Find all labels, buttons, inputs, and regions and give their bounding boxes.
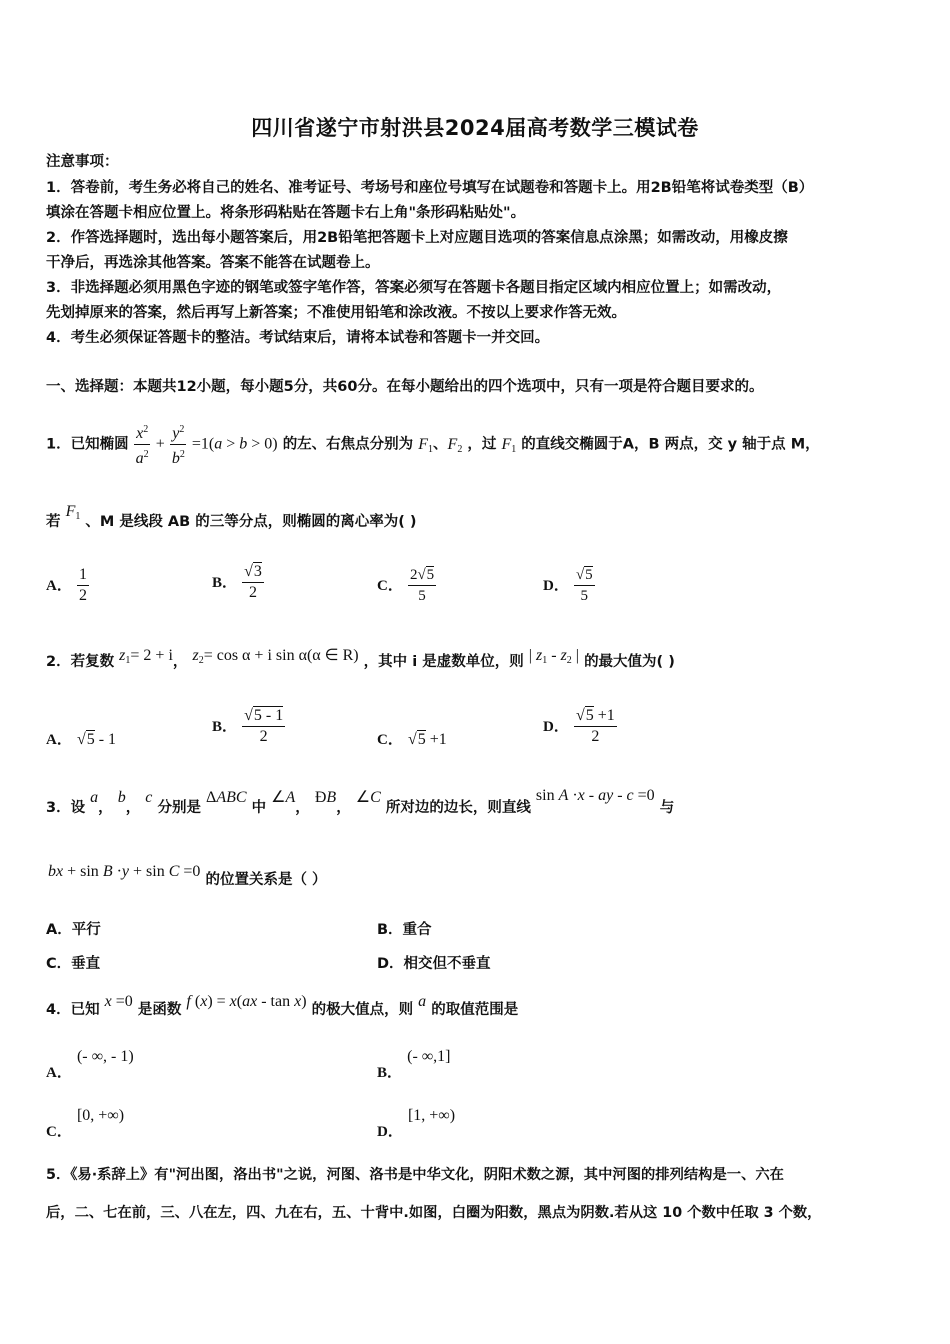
- q2-option-b: B． $\frac{√5 - 1}{2}$: [212, 707, 284, 745]
- q3-mid3: 所对边的边长，则直线: [385, 800, 531, 816]
- section-heading: 一、选择题：本题共12小题，每小题5分，共60分。在每小题给出的四个选项中，只有一项是符合题目要求的。: [46, 379, 764, 395]
- q3-line2-rest: 的位置关系是（ ）: [205, 872, 327, 888]
- notice-item: 2．作答选择题时，选出每小题答案后，用2B铅笔把答题卡上对应题目选项的答案信息点涂黑；如需改动，用橡皮擦: [46, 230, 788, 246]
- q1-rest: A，B 两点，交 y 轴于点 M，: [622, 436, 820, 453]
- q2-option-a: A． √5 - 1: [46, 731, 117, 748]
- q4-rest: 的取值范围是: [431, 1002, 519, 1018]
- q1-line2-pre: 若: [46, 514, 61, 530]
- page-title: 四川省遂宁市射洪县2024届高考数学三模试卷: [251, 116, 699, 140]
- q2-mid: ，其中 i 是虚数单位，则: [363, 654, 524, 670]
- question-1: 1．已知椭圆 $\frac{x^2}{a^2}$ + $\frac{y^2}{b^2}$ =1(a > b > 0) 的左、右焦点分别为 $F_1$、$F_2$ ，过 $F_1$ 的直线交椭圆于A，B 两点，交 y 轴于点 M，: [46, 420, 820, 469]
- q3-mid1: 分别是: [157, 800, 201, 816]
- q1-option-d: D． $\frac{√5}{5}$: [543, 567, 593, 604]
- q1-mid1: 的左、右焦点分别为: [282, 436, 414, 453]
- notice-item: 填涂在答题卡相应位置上。将条形码粘贴在答题卡右上角"条形码粘贴处"。: [46, 205, 526, 221]
- q4-option-d: D． [1, +∞): [377, 1107, 456, 1140]
- q3-mid4: 与: [659, 800, 675, 816]
- q4-mid2: 的极大值点，则: [311, 1002, 414, 1018]
- question-3-line2: bx + sin B ·y + sin C =0 的位置关系是（ ）: [48, 863, 327, 888]
- notice-item: 1．答卷前，考生务必将自己的姓名、准考证号、考场号和座位号填写在试题卷和答题卡上。用2B铅笔将试卷类型（B）: [46, 180, 814, 196]
- q4-option-b: B． (- ∞,1]: [377, 1048, 451, 1081]
- q2-option-d: D． $\frac{√5 +1}{2}$: [543, 707, 615, 745]
- q3-option-b: B．重合: [377, 922, 432, 938]
- q4-option-a: A． (- ∞, - 1): [46, 1048, 134, 1081]
- q3-mid2: 中: [251, 800, 267, 816]
- question-5-line1: 5．《易·系辞上》有"河出图，洛出书"之说，河图、洛书是中华文化，阴阳术数之源，其中河图的排列结构是一、六在: [46, 1167, 784, 1183]
- q1-mid3: 的直线交椭圆于: [521, 436, 623, 453]
- q2-z1: = 2 + i: [130, 647, 173, 664]
- question-4: 4．已知 x =0 是函数 f (x) = x(ax - tan x) 的极大值点，则 a 的取值范围是: [46, 993, 519, 1018]
- q4-option-c: C． [0, +∞): [46, 1107, 125, 1140]
- q1-option-b: B． $\frac{√3}{2}$: [212, 563, 262, 601]
- q1-option-c: C． $\frac{2√5}{5}$: [377, 567, 435, 604]
- q2-rest: 的最大值为( ): [584, 654, 675, 670]
- question-1-line2: 若 $F_1$ 、M 是线段 AB 的三等分点，则椭圆的离心率为( ): [46, 503, 417, 530]
- notice-heading: 注意事项：: [46, 154, 119, 170]
- q4-mid1: 是函数: [137, 1002, 182, 1018]
- question-3: 3．设 a， b， c 分别是 ΔABC 中 ∠A， ÐB， ∠C 所对边的边长，则直线 sin A ·x - ay - c =0 与: [46, 787, 675, 816]
- notice-item: 干净后，再选涂其他答案。答案不能答在试题卷上。: [46, 255, 380, 271]
- ellipse-y-term: $\frac{y^2}{b^2}$: [170, 420, 187, 469]
- q2-option-c: C． √5 +1: [377, 731, 447, 748]
- q1-line2-rest: 、M 是线段 AB 的三等分点，则椭圆的离心率为( ): [85, 514, 417, 530]
- notice-item: 4．考生必须保证答题卡的整洁。考试结束后，请将本试卷和答题卡一并交回。: [46, 330, 550, 346]
- q1-option-a: A． $\frac{1}{2}$: [46, 566, 87, 604]
- question-5-line2: 后，二、七在前，三、八在左，四、九在右，五、十背中.如图，白圈为阳数，黑点为阴数.若从这 10 个数中任取 3 个数，: [46, 1205, 822, 1221]
- q2-pre: 2．若复数: [46, 654, 115, 670]
- q3-option-d: D．相交但不垂直: [377, 956, 491, 972]
- notice-item: 先划掉原来的答案，然后再写上新答案；不准使用铅笔和涂改液。不按以上要求作答无效。: [46, 305, 626, 321]
- question-2: 2．若复数 $z_1= 2 + i$， $z_2= \cos \alpha + i$ sin α(α ∈ R) ，其中 i 是虚数单位，则 | $z_1 - z_2$ | 的最大值为( ): [46, 647, 675, 670]
- q1-mid2: ，过: [467, 436, 497, 453]
- q2-z2: = cos α + i sin α(α ∈ R): [203, 647, 359, 664]
- notice-item: 3．非选择题必须用黑色字迹的钢笔或签字笔作答，答案必须写在答题卡各题目指定区域内相应位置上；如需改动，: [46, 280, 782, 296]
- ellipse-x-term: $\frac{x^2}{a^2}$: [134, 420, 151, 469]
- q3-option-c: C．垂直: [46, 956, 101, 972]
- q3-option-a: A．平行: [46, 922, 101, 938]
- q3-pre: 3．设: [46, 800, 86, 816]
- q4-pre: 4．已知: [46, 1002, 100, 1018]
- q1-pre: 1．已知椭圆: [46, 436, 129, 453]
